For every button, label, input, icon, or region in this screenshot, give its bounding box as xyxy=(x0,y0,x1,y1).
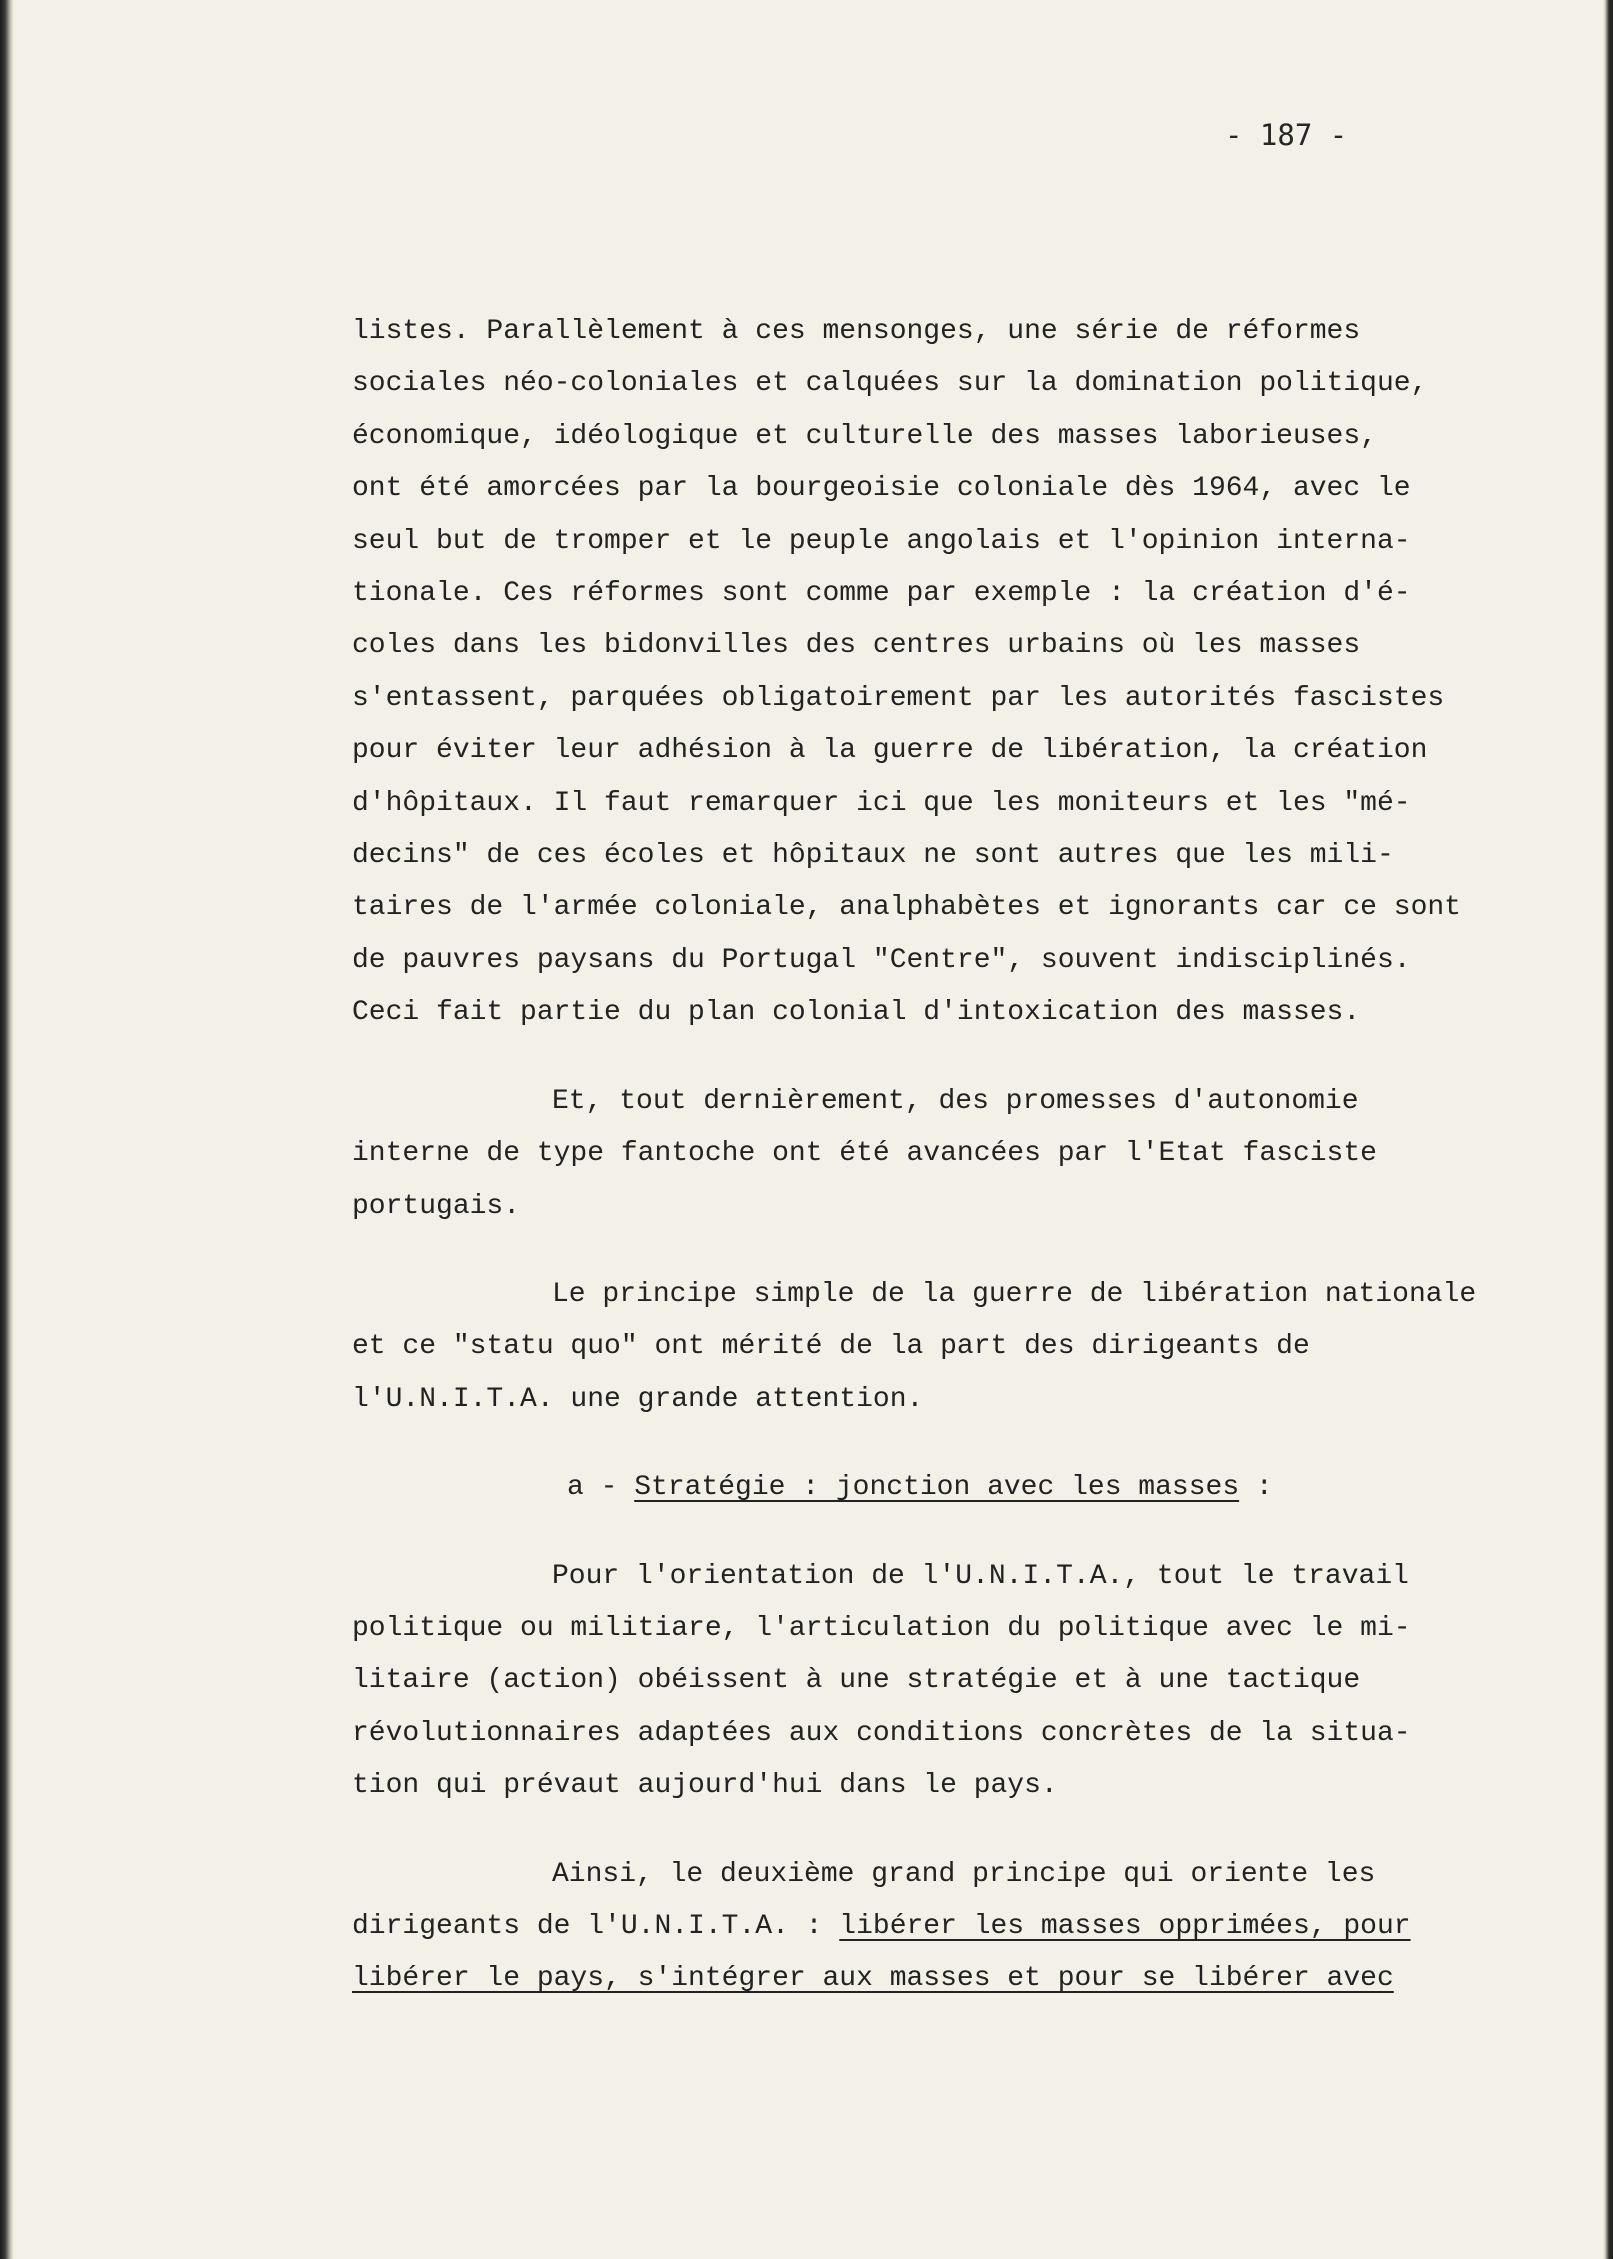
paragraph-4-line: révolutionnaires adaptées aux conditions concrètes de la situa- xyxy=(352,1717,1411,1749)
paragraph-5-underlined: libérer les masses opprimées, pour xyxy=(839,1910,1411,1942)
paragraph-1-line: coles dans les bidonvilles des centres urbains où les masses xyxy=(352,630,1361,662)
scan-right-edge xyxy=(1603,0,1613,2259)
paragraph-4-line: litaire (action) obéissent à une stratégie et à une tactique xyxy=(352,1665,1361,1697)
paragraph-1-line: Ceci fait partie du plan colonial d'intoxication des masses. xyxy=(352,997,1361,1029)
body-text xyxy=(352,306,1532,2006)
page-number: - 187 - xyxy=(1225,118,1348,152)
paragraph-5-line: Ainsi, le deuxième grand principe qui oriente les xyxy=(552,1858,1376,1890)
paragraph-4-line: Pour l'orientation de l'U.N.I.T.A., tout le travail xyxy=(552,1560,1409,1592)
paragraph-5-line xyxy=(352,1953,1532,2005)
paragraph-1-line: decins" de ces écoles et hôpitaux ne sont autres que les mili- xyxy=(352,840,1394,872)
paragraph-1-line: sociales néo-coloniales et calquées sur la domination politique, xyxy=(352,368,1428,400)
paragraph-2-line: Et, tout dernièrement, des promesses d'autonomie xyxy=(552,1085,1359,1117)
paragraph-3-line: l'U.N.I.T.A. une grande attention. xyxy=(352,1383,924,1415)
paragraph-gap xyxy=(352,1040,1532,1076)
paragraph-gap xyxy=(352,1426,1532,1462)
paragraph-1-line: taires de l'armée coloniale, analphabètes et ignorants car ce sont xyxy=(352,892,1461,924)
paragraph-4-line: tion qui prévaut aujourd'hui dans le pays. xyxy=(352,1770,1058,1802)
section-title: Stratégie : jonction avec les masses xyxy=(634,1472,1240,1504)
paragraph-5-line xyxy=(352,1901,1532,1953)
paragraph-5-plain: dirigeants de l'U.N.I.T.A. : xyxy=(352,1910,840,1942)
paragraph-1-line: tionale. Ces réformes sont comme par exemple : la création d'é- xyxy=(352,578,1411,610)
paragraph-1-line: pour éviter leur adhésion à la guerre de libération, la création xyxy=(352,735,1428,767)
paragraph-1-line: ont été amorcées par la bourgeoisie coloniale dès 1964, avec le xyxy=(352,473,1411,505)
section-heading xyxy=(352,1462,1532,1514)
paragraph-5-underlined: libérer le pays, s'intégrer aux masses et pour se libérer avec xyxy=(352,1963,1394,1995)
section-prefix: a - xyxy=(567,1472,635,1504)
paragraph-gap xyxy=(352,1233,1532,1269)
paragraph-2-line: interne de type fantoche ont été avancées par l'Etat fasciste xyxy=(352,1138,1377,1170)
paragraph-gap xyxy=(352,1813,1532,1849)
paragraph-3-line: et ce "statu quo" ont mérité de la part des dirigeants de xyxy=(352,1331,1310,1363)
paragraph-2-line: portugais. xyxy=(352,1190,521,1222)
scan-left-edge xyxy=(0,0,14,2259)
paragraph-1-line: seul but de tromper et le peuple angolais et l'opinion interna- xyxy=(352,525,1411,557)
paragraph-gap xyxy=(352,1515,1532,1551)
paragraph-1-line: s'entassent, parquées obligatoirement par les autorités fascistes xyxy=(352,682,1445,714)
paragraph-1-line: économique, idéologique et culturelle des masses laborieuses, xyxy=(352,420,1377,452)
section-suffix: : xyxy=(1239,1472,1273,1504)
paragraph-1-line: d'hôpitaux. Il faut remarquer ici que les moniteurs et les "mé- xyxy=(352,787,1411,819)
paragraph-1-line: listes. Parallèlement à ces mensonges, une série de réformes xyxy=(352,316,1361,347)
paragraph-4-line: politique ou militiare, l'articulation du politique avec le mi- xyxy=(352,1612,1411,1644)
paragraph-1-line: de pauvres paysans du Portugal "Centre", souvent indisciplinés. xyxy=(352,944,1411,976)
paragraph-3-line: Le principe simple de la guerre de libération nationale xyxy=(552,1278,1477,1310)
